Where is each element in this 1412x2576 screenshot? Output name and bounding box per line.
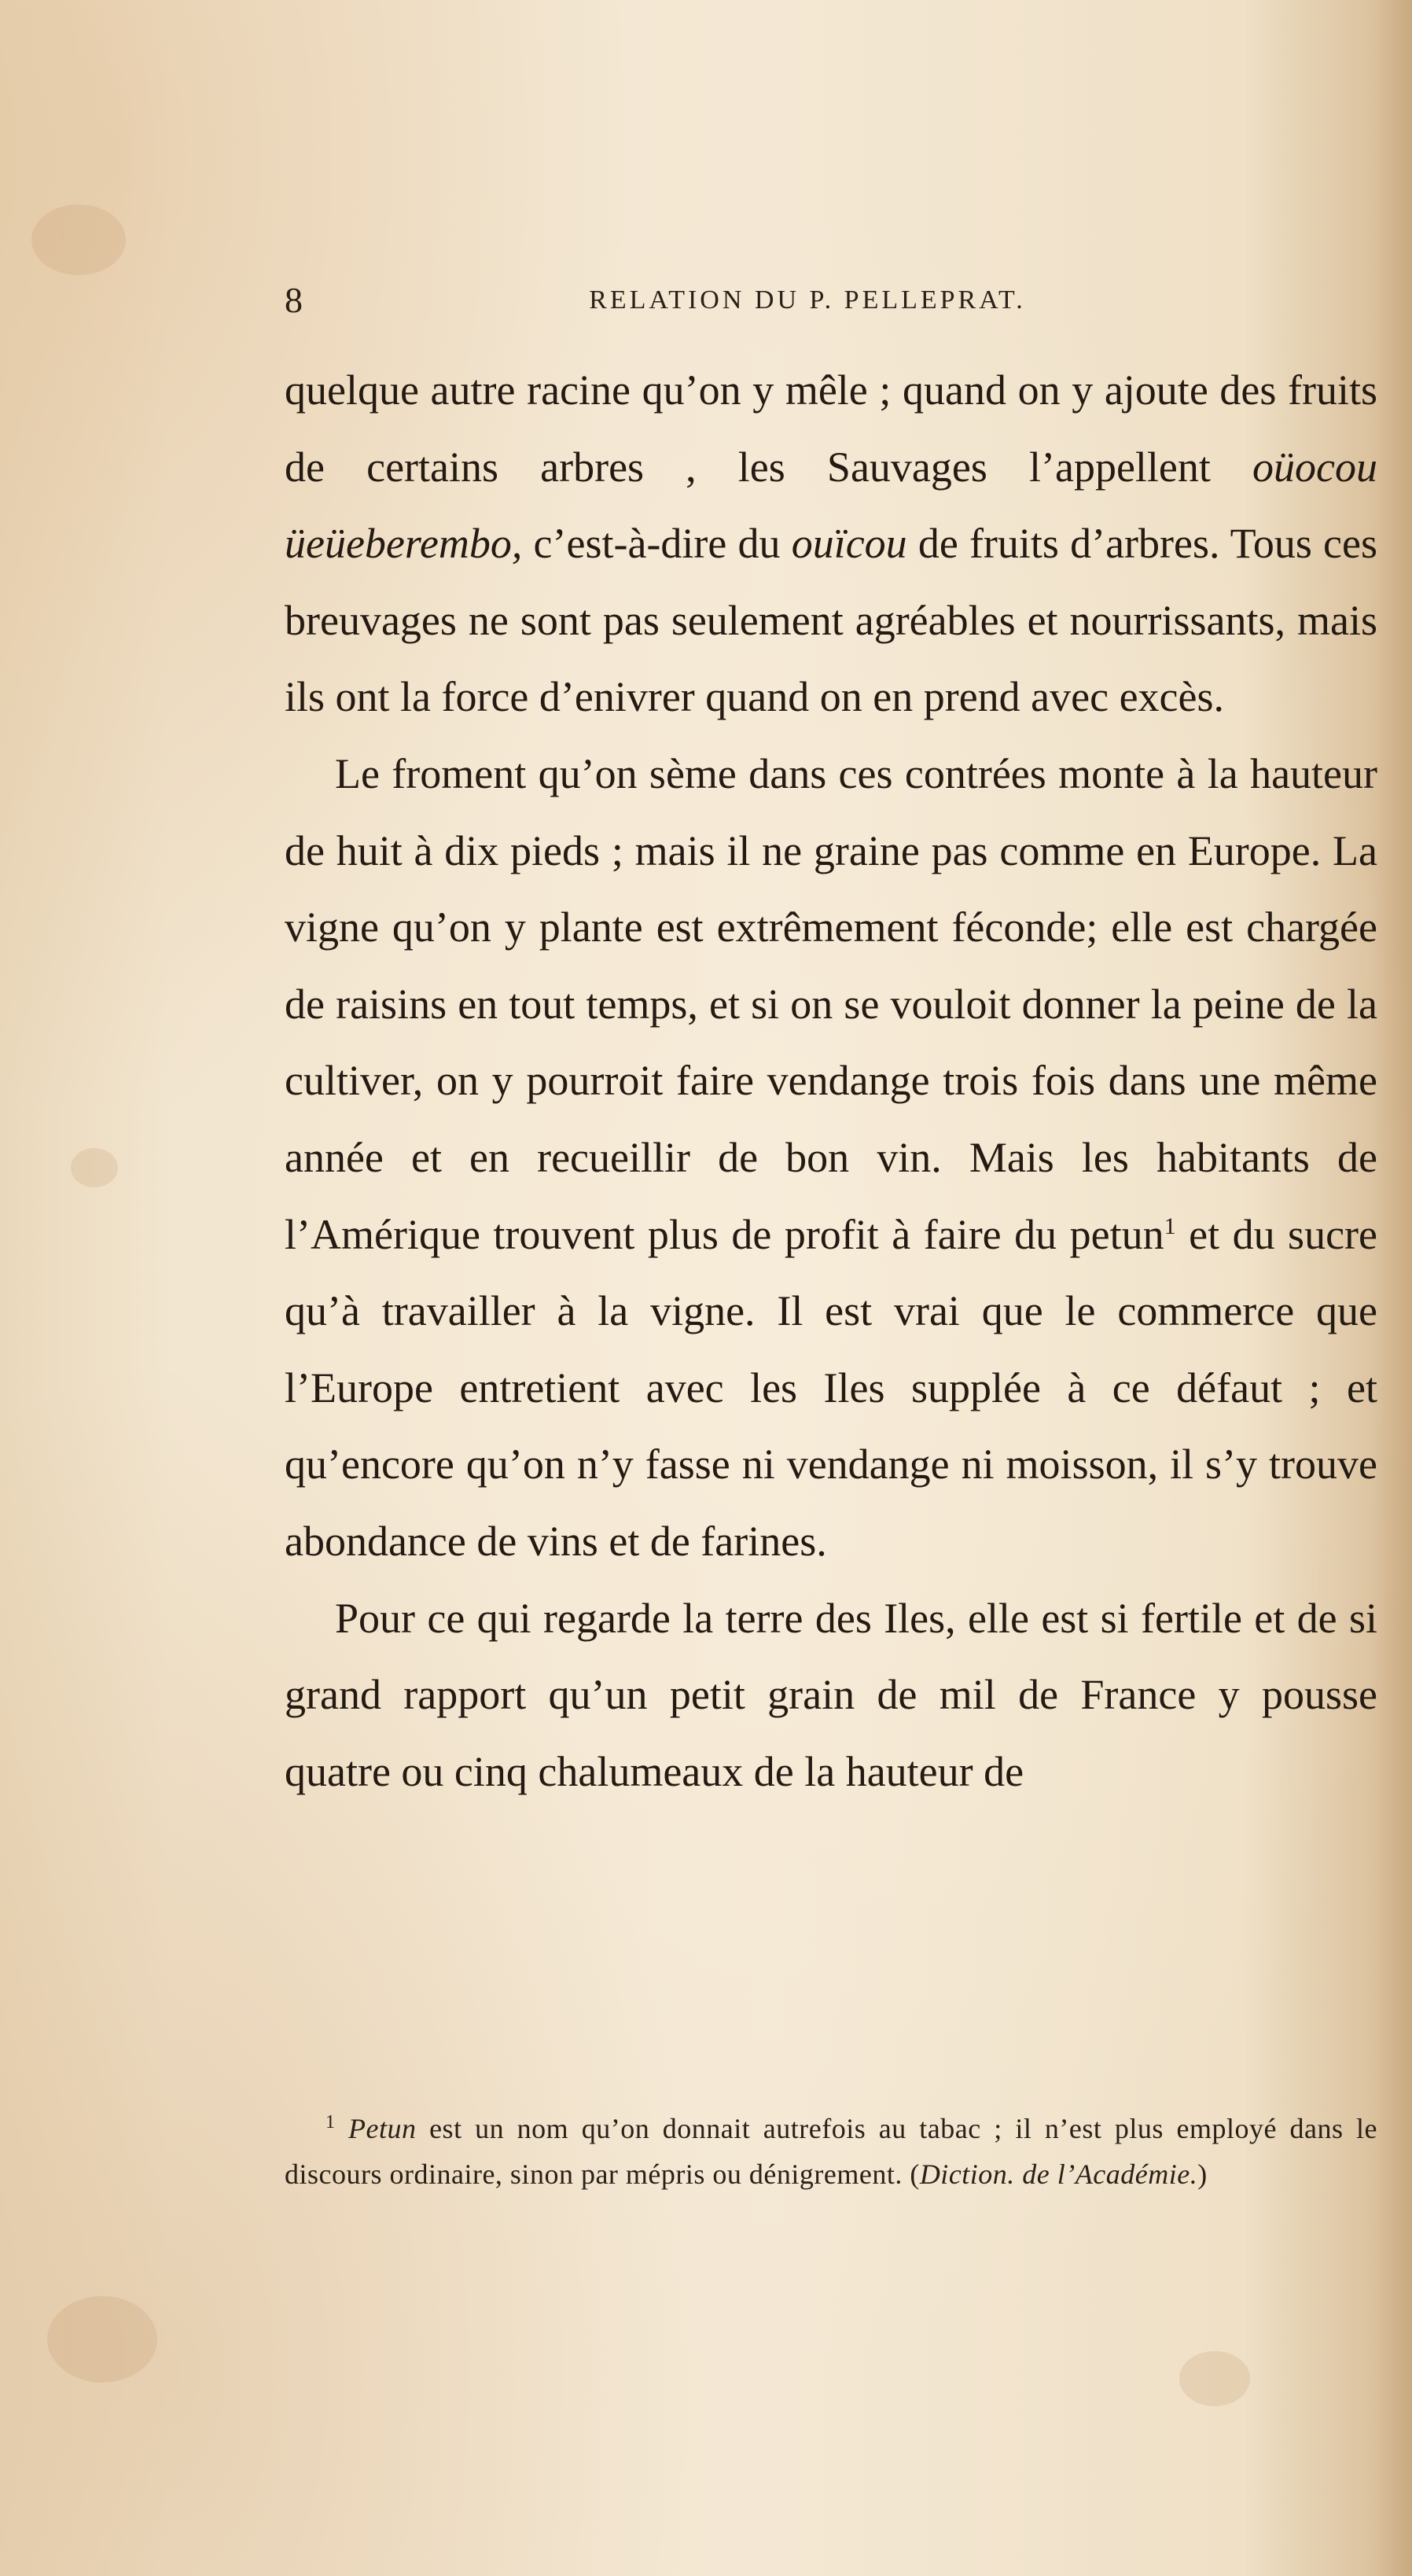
paragraph: [285, 736, 1377, 1581]
footnote-source: Diction. de l’Académie.: [919, 2158, 1198, 2190]
foxing-stain: [1179, 2351, 1250, 2406]
footnote-text: [285, 2106, 1377, 2197]
text-run: Le froment qu’on sème dans ces contrées monte à la hauteur de huit à dix pieds ; mais il ne graine pas comme en Europe. La vigne qu’on y plante est extrêmement féconde; elle est chargée de raisins en tout temps, et si on se vouloit donner la peine de la cultiver, on y pourroit faire vendange trois fois dans une même année et en recueillir de bon vin. Mais les habitants de l’Amérique trouvent plus de profit à faire du petun: [285, 749, 1377, 1258]
paragraph: Pour ce qui regarde la terre des Iles, elle est si fertile et de si grand rapport qu’un petit grain de mil de France y pousse quatre ou cinq chalumeaux de la hauteur de: [285, 1594, 1377, 1795]
foxing-stain: [71, 1148, 118, 1187]
running-head: [285, 277, 1330, 324]
footnote-number: 1: [325, 2112, 336, 2133]
italic-term: oüocou üeüeberembo,: [285, 443, 1377, 568]
paragraph: [285, 352, 1377, 736]
footnote: [285, 2106, 1377, 2197]
text-run: quelque autre racine qu’on y mêle ; quand on y ajoute des fruits de certains arbres , les Sauvages l’appellent: [285, 366, 1377, 491]
main-text: [285, 352, 1377, 1810]
italic-term: ouïcou: [791, 520, 907, 568]
foxing-stain: [31, 204, 126, 275]
foxing-stain: [47, 2296, 157, 2383]
footnote-reference[interactable]: 1: [1164, 1213, 1176, 1239]
page-number: 8: [285, 280, 303, 320]
text-run: est un nom qu’on donnait autrefois au tabac ; il n’est plus employé dans le discours ordinaire, sinon par mépris ou dénigrement. (: [285, 2113, 1377, 2190]
text-run: et du sucre qu’à travailler à la vigne. Il est vrai que le commerce que l’Europe entretient avec les Iles supplée à ce défaut ; et qu’encore qu’on n’y fasse ni vendange ni moisson, il s’y trouve abondance de vins et de farines.: [285, 1210, 1377, 1565]
footnote-term: Petun: [348, 2113, 417, 2144]
text-run: de fruits d’arbres. Tous ces breuvages ne sont pas seulement agréables et nourrissants, mais ils ont la force d’enivrer quand on en prend avec excès.: [285, 520, 1377, 721]
text-run: c’est-à-dire du: [522, 520, 792, 568]
text-run: ): [1197, 2158, 1208, 2190]
running-title: RELATION DU P. PELLEPRAT.: [589, 285, 1026, 315]
